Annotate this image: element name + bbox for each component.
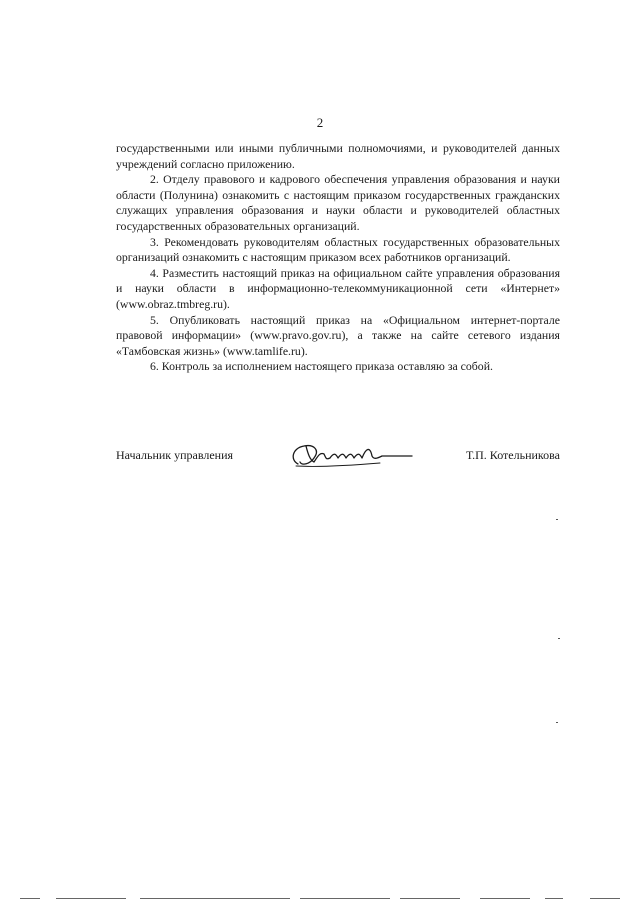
page-number: 2 [316, 115, 324, 130]
scan-speck [556, 722, 558, 723]
scan-edge-artifacts [0, 898, 640, 900]
paragraph-item-4: 4. Разместить настоящий приказ на официальном сайте управления образования и науки области в информационно-телекоммуникационной сети «Интернет» (www.obraz.tmbreg.ru). [116, 265, 560, 311]
document-body [116, 141, 560, 375]
paragraph-continuation: государственными или иными публичными полномочиями, и руководителей данных учреждений согласно приложению. [116, 141, 560, 171]
signer-name: Т.П. Котельникова [466, 448, 560, 462]
signer-title: Начальник управления [116, 448, 234, 462]
handwritten-signature [284, 436, 414, 472]
scan-speck [558, 638, 560, 639]
paragraph-item-5: 5. Опубликовать настоящий приказ на «Официальном интернет-портале правовой информации» (www.pravo.gov.ru), а также на сайте сетевого издания «Тамбовская жизнь» (www.tamlife.ru). [116, 312, 560, 358]
paragraph-item-6: 6. Контроль за исполнением настоящего приказа оставляю за собой. [150, 359, 493, 374]
paragraph-item-2: 2. Отделу правового и кадрового обеспечения управления образования и науки области (Полунина) ознакомить с настоящим приказом государственных гражданских служащих управления образования и науки области и руководителей областных государственных образовательных организаций. [116, 172, 560, 233]
scan-speck [556, 519, 558, 520]
signature-block [116, 436, 560, 476]
paragraph-item-3: 3. Рекомендовать руководителям областных государственных образовательных организаций ознакомить с настоящим приказом всех работников организаций. [116, 234, 560, 265]
